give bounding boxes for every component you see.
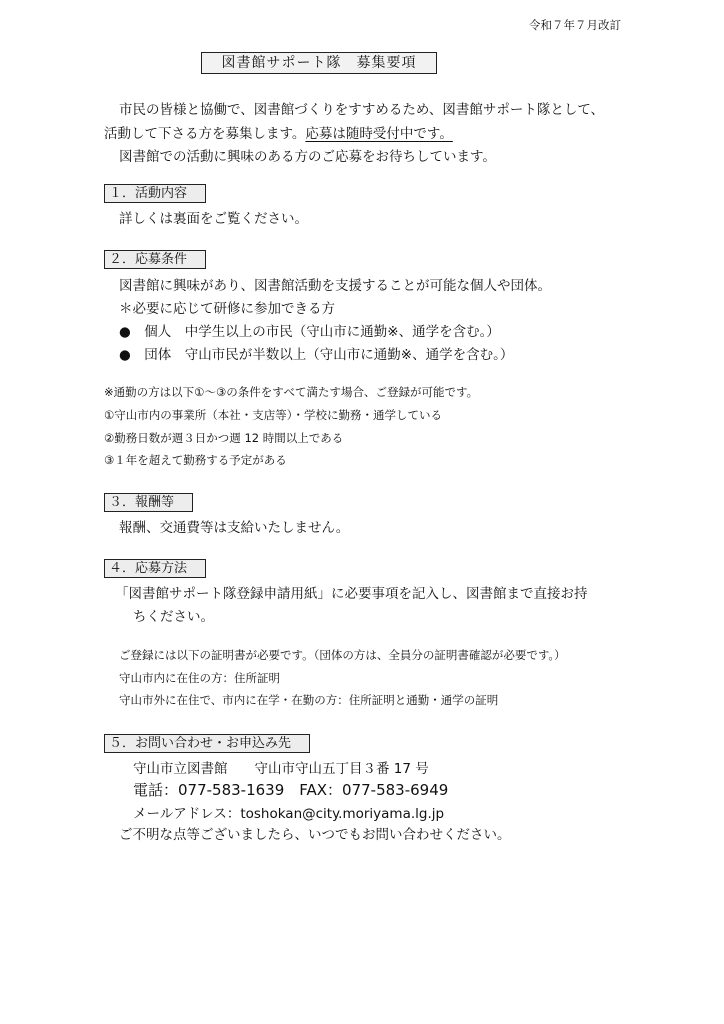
section-3-text: 報酬、交通費等は支給いたしません。	[119, 520, 350, 536]
section-4-line-2: ちください。	[133, 609, 214, 625]
section-2-line-1: 図書館に興味があり、図書館活動を支援することが可能な個人や団体。	[119, 278, 551, 294]
contact-phone-fax: 電話：077-583-1639 FAX：077-583-6949	[133, 781, 449, 799]
intro-line-2	[104, 122, 453, 142]
section-4-line-1: 「図書館サポート隊登録申請用紙」に必要事項を記入し、図書館まで直接お持	[115, 586, 588, 602]
intro-line-2-emphasis: 応募は随時受付中です。	[305, 126, 453, 142]
revision-date: 令和７年７月改訂	[529, 18, 621, 32]
section-2-line-2: ＊必要に応じて研修に参加できる方	[119, 301, 335, 317]
intro-line-1: 市民の皆様と協働で、図書館づくりをすすめるため、図書館サポート隊として、	[119, 102, 605, 118]
commuter-note: ※通勤の方は以下①～③の条件をすべて満たす場合、ご登録が可能です。	[104, 385, 479, 399]
contact-closing: ご不明な点等ございましたら、いつでもお問い合わせください。	[119, 827, 511, 843]
certificate-non-resident: 守山市外に在住で、市内に在学・在勤の方：住所証明と通勤・通学の証明	[119, 693, 499, 707]
commuter-condition-3: ③１年を超えて勤務する予定がある	[104, 453, 287, 467]
section-1-heading: １．活動内容	[104, 184, 206, 203]
library-address: 守山市立図書館 守山市守山五丁目３番 17 号	[133, 761, 429, 777]
section-2-bullet-individual: ● 個人 中学生以上の市民（守山市に通勤※、通学を含む。）	[119, 324, 500, 340]
section-3-heading: ３．報酬等	[104, 493, 193, 512]
section-2-bullet-group: ● 団体 守山市民が半数以上（守山市に通勤※、通学を含む。）	[119, 347, 514, 363]
contact-email: メールアドレス：toshokan@city.moriyama.lg.jp	[133, 806, 445, 822]
commuter-condition-1: ①守山市内の事業所（本社・支店等）・学校に勤務・通学している	[104, 408, 443, 422]
intro-line-2-text: 活動して下さる方を募集します。	[104, 126, 306, 142]
certificate-resident: 守山市内に在住の方：住所証明	[119, 671, 280, 685]
intro-line-3: 図書館での活動に興味のある方のご応募をお待ちしています。	[119, 149, 496, 165]
commuter-condition-2: ②勤務日数が週３日かつ週 12 時間以上である	[104, 431, 344, 445]
document-title: 図書館サポート隊 募集要項	[201, 52, 437, 74]
section-4-heading: ４．応募方法	[104, 559, 206, 578]
section-2-heading: ２．応募条件	[104, 250, 206, 269]
certificate-note: ご登録には以下の証明書が必要です。（団体の方は、全員分の証明書確認が必要です。）	[119, 648, 566, 662]
section-1-text: 詳しくは裏面をご覧ください。	[119, 211, 308, 227]
section-5-heading: ５．お問い合わせ・お申込み先	[104, 734, 310, 753]
